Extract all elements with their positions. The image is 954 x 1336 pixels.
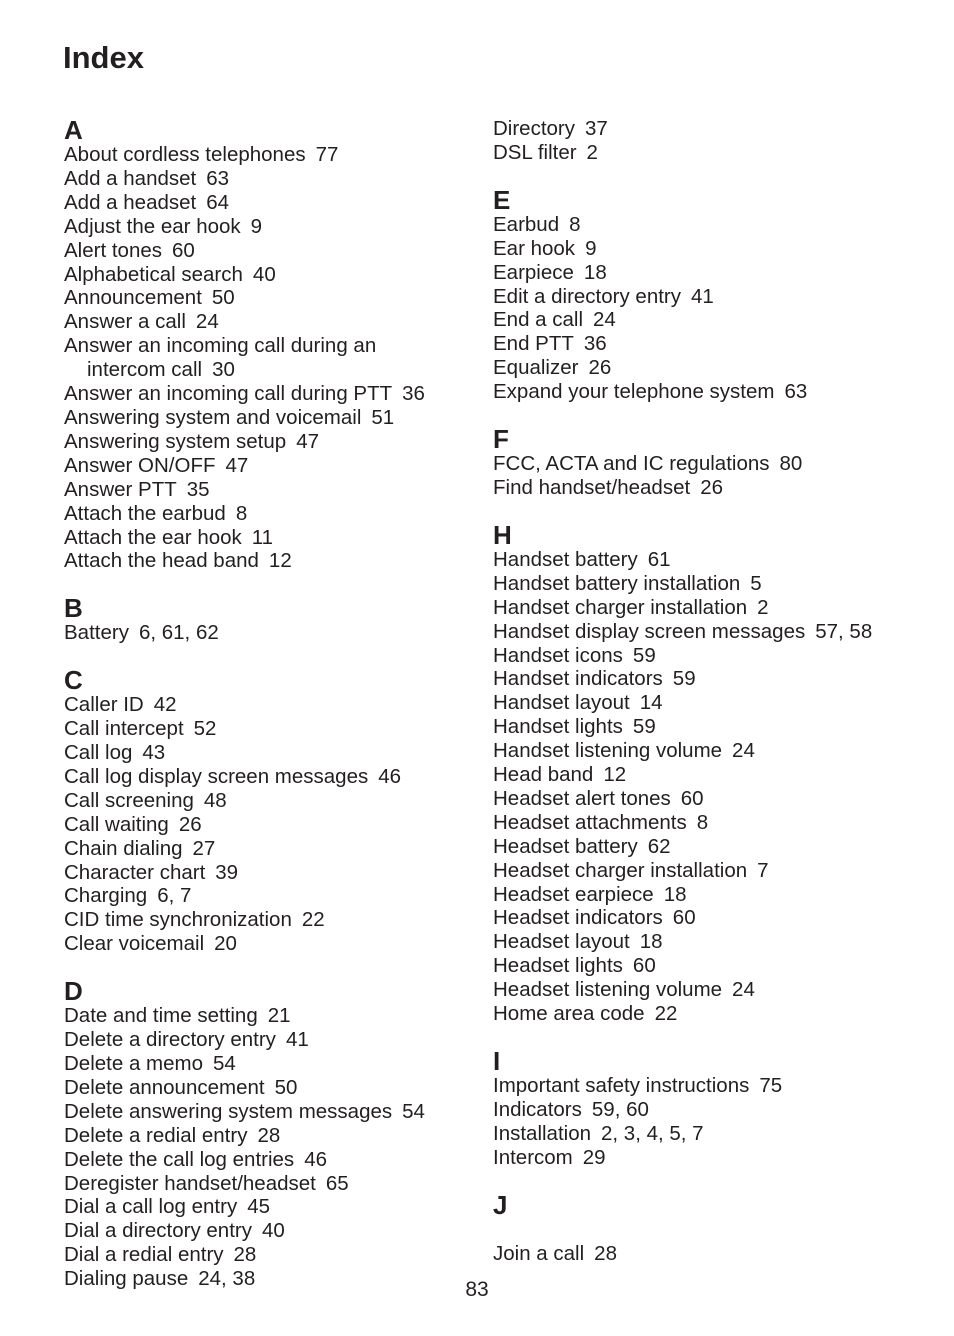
section-letter: F xyxy=(493,424,509,455)
index-term: Headset indicators xyxy=(493,906,663,930)
index-term: Home area code xyxy=(493,1002,645,1026)
index-term: Handset display screen messages xyxy=(493,619,806,643)
index-page-ref: 6, 61, 62 xyxy=(138,621,219,645)
index-section-b xyxy=(64,595,484,645)
section-letter: C xyxy=(64,665,83,696)
index-page-ref: 18 xyxy=(639,930,663,954)
index-entry xyxy=(493,835,933,859)
index-term: Handset battery xyxy=(493,547,638,571)
index-entry xyxy=(64,717,484,741)
index-page-ref: 24 xyxy=(732,978,755,1002)
index-term: Dial a call log entry xyxy=(64,1195,238,1219)
index-entry xyxy=(64,1052,484,1076)
index-page-ref: 28 xyxy=(233,1243,257,1267)
index-term: Ear hook xyxy=(493,236,576,260)
index-term: End a call xyxy=(493,308,584,332)
index-term: Call waiting xyxy=(64,812,169,836)
index-entry xyxy=(493,978,933,1002)
index-entry xyxy=(64,526,484,550)
index-page-ref: 60 xyxy=(672,906,696,930)
index-section-a xyxy=(64,117,484,573)
index-page-ref: 48 xyxy=(203,788,227,812)
index-page-ref: 21 xyxy=(267,1004,291,1028)
index-entry xyxy=(64,693,484,717)
index-term: Intercom xyxy=(493,1145,573,1169)
index-entry xyxy=(493,141,933,165)
index-term: Answer an incoming call during an xyxy=(64,334,377,358)
index-entry xyxy=(64,167,484,191)
index-page-ref: 26 xyxy=(588,356,612,380)
index-page-ref: 2, 3, 4, 5, 7 xyxy=(601,1121,704,1145)
index-section-i xyxy=(493,1048,933,1170)
index-term: Attach the ear hook xyxy=(64,525,242,549)
index-term: Answering system setup xyxy=(64,429,287,453)
index-page-ref: 77 xyxy=(315,143,339,166)
index-term-continuation xyxy=(64,358,484,382)
index-term: FCC, ACTA and IC regulations xyxy=(493,452,770,476)
index-term: Find handset/headset xyxy=(493,475,691,499)
index-page-ref: 40 xyxy=(261,1219,285,1243)
index-page-ref: 60 xyxy=(632,954,656,978)
index-entry xyxy=(493,452,933,476)
index-term: Charging xyxy=(64,884,148,908)
index-page-ref: 26 xyxy=(178,812,202,836)
index-entry xyxy=(64,1148,484,1172)
index-page-ref: 60 xyxy=(172,238,195,262)
index-page-ref: 60 xyxy=(680,786,704,810)
index-page-ref: 24 xyxy=(593,308,616,332)
index-page-ref: 8 xyxy=(569,212,581,236)
section-letter: E xyxy=(493,184,511,215)
index-term: Handset listening volume xyxy=(493,739,723,763)
index-entry xyxy=(64,1076,484,1100)
index-entry xyxy=(493,285,933,309)
index-term: DSL filter xyxy=(493,140,577,164)
section-letter: D xyxy=(64,976,83,1007)
index-term: Handset layout xyxy=(493,691,630,715)
index-term: Chain dialing xyxy=(64,836,183,860)
index-entry xyxy=(493,572,933,596)
index-entry xyxy=(64,310,484,334)
index-term: Headset earpiece xyxy=(493,882,654,906)
index-page-ref: 28 xyxy=(594,1241,617,1265)
index-page-ref: 64 xyxy=(206,190,230,214)
index-term: Handset charger installation xyxy=(493,595,748,619)
index-term: Handset indicators xyxy=(493,667,663,691)
index-entry xyxy=(64,1243,484,1267)
index-term: Equalizer xyxy=(493,356,579,380)
index-entry xyxy=(64,741,484,765)
index-page-ref: 24 xyxy=(195,310,219,334)
index-term: Call screening xyxy=(64,788,194,812)
index-section-d-continued xyxy=(493,117,933,165)
index-page-ref: 22 xyxy=(654,1002,678,1026)
index-entry xyxy=(493,356,933,380)
index-term: Earpiece xyxy=(493,260,574,284)
index-section-h xyxy=(493,519,933,1026)
index-page-ref: 47 xyxy=(225,453,249,477)
index-entry xyxy=(493,1242,933,1266)
index-page-ref: 29 xyxy=(582,1145,606,1169)
index-page-ref: 39 xyxy=(215,860,239,884)
index-term: Attach the head band xyxy=(64,549,259,573)
index-page-ref: 42 xyxy=(153,693,177,717)
index-term: Call log xyxy=(64,741,133,765)
index-term: CID time synchronization xyxy=(64,908,292,932)
index-page-ref: 11 xyxy=(251,525,274,549)
index-term: Delete answering system messages xyxy=(64,1099,393,1123)
index-page-ref: 8 xyxy=(235,501,248,525)
index-page-ref: 22 xyxy=(301,908,325,932)
index-entry xyxy=(493,476,933,500)
index-term: Headset lights xyxy=(493,954,623,978)
index-page-ref: 54 xyxy=(213,1052,236,1075)
index-entry xyxy=(64,1124,484,1148)
index-term: About cordless telephones xyxy=(64,143,306,166)
index-term: Add a headset xyxy=(64,190,197,214)
index-entry xyxy=(64,1004,484,1028)
index-entry xyxy=(64,215,484,239)
index-term: Call log display screen messages xyxy=(64,764,369,788)
index-term: Indicators xyxy=(493,1097,582,1121)
index-entry xyxy=(64,143,484,167)
index-column-right xyxy=(493,117,933,1288)
section-spacer xyxy=(493,1218,933,1242)
index-page-ref: 46 xyxy=(304,1147,327,1171)
index-entry xyxy=(64,1195,484,1219)
index-page-ref: 14 xyxy=(639,691,663,715)
index-page-ref: 45 xyxy=(247,1195,271,1219)
index-page-ref: 50 xyxy=(211,286,235,310)
index-page-ref: 27 xyxy=(192,836,216,860)
index-entry xyxy=(64,406,484,430)
index-page-ref: 2 xyxy=(586,140,598,164)
index-entry xyxy=(64,502,484,526)
index-entry xyxy=(64,454,484,478)
index-entry xyxy=(64,478,484,502)
section-letter: I xyxy=(493,1046,501,1076)
index-term: Headset layout xyxy=(493,930,630,954)
index-entry xyxy=(493,1098,933,1122)
index-entry xyxy=(64,1219,484,1243)
index-entry xyxy=(64,286,484,310)
index-entry xyxy=(493,620,933,644)
index-entry xyxy=(493,1002,933,1026)
index-term: Handset lights xyxy=(493,715,623,739)
index-term: Delete a redial entry xyxy=(64,1123,248,1147)
index-term: Handset icons xyxy=(493,643,623,667)
index-entry xyxy=(64,263,484,287)
index-page-ref: 37 xyxy=(585,117,608,140)
index-page-ref: 59 xyxy=(632,643,656,667)
index-term: Battery xyxy=(64,621,129,645)
index-section-d xyxy=(64,978,484,1291)
section-letter: B xyxy=(64,593,83,624)
index-term: Head band xyxy=(493,763,594,787)
index-entry xyxy=(493,859,933,883)
index-page-ref: 51 xyxy=(371,405,395,429)
index-page-ref: 59 xyxy=(632,715,656,739)
index-page-ref: 9 xyxy=(250,214,263,238)
index-page-ref: 41 xyxy=(691,284,714,308)
page-title: Index xyxy=(63,40,144,75)
index-entry xyxy=(493,811,933,835)
index-page-ref: 59 xyxy=(672,667,696,691)
index-page-ref: 47 xyxy=(296,429,319,453)
index-page-ref: 20 xyxy=(214,932,237,956)
index-term: Directory xyxy=(493,117,576,140)
index-page-ref: 40 xyxy=(252,262,276,286)
index-page-ref: 28 xyxy=(257,1123,281,1147)
index-term: Character chart xyxy=(64,860,206,884)
index-term: Delete the call log entries xyxy=(64,1147,295,1171)
index-term: Answering system and voicemail xyxy=(64,405,362,429)
index-entry xyxy=(64,191,484,215)
index-entry xyxy=(64,239,484,263)
index-page-ref: 43 xyxy=(142,741,166,765)
index-page-ref: 36 xyxy=(583,332,607,356)
index-entry xyxy=(493,644,933,668)
index-section-e xyxy=(493,184,933,404)
section-letter: A xyxy=(64,115,83,145)
index-entry xyxy=(64,1028,484,1052)
index-page-ref: 18 xyxy=(663,882,687,906)
index-entry xyxy=(493,380,933,404)
index-term: Headset listening volume xyxy=(493,978,723,1002)
index-entry xyxy=(493,261,933,285)
index-term: Adjust the ear hook xyxy=(64,214,241,238)
index-page-ref: 9 xyxy=(585,236,597,260)
index-page-ref: 52 xyxy=(193,717,217,741)
index-column-left xyxy=(64,117,484,1313)
index-term: Answer a call xyxy=(64,310,186,334)
index-page-ref: 6, 7 xyxy=(157,884,192,908)
index-page-ref: 59, 60 xyxy=(591,1097,649,1121)
section-letter: J xyxy=(493,1189,508,1220)
page-number: 83 xyxy=(465,1278,489,1301)
index-page-ref: 18 xyxy=(583,260,607,284)
index-entry xyxy=(64,430,484,454)
index-entry xyxy=(64,908,484,932)
index-term: Edit a directory entry xyxy=(493,284,681,308)
index-page-ref: 26 xyxy=(700,475,723,499)
index-term: Clear voicemail xyxy=(64,932,205,956)
index-term: Attach the earbud xyxy=(64,501,226,525)
index-entry xyxy=(493,883,933,907)
index-entry xyxy=(64,334,484,382)
index-page-ref: 63 xyxy=(206,166,230,190)
index-term: Expand your telephone system xyxy=(493,380,775,404)
index-entry xyxy=(64,837,484,861)
index-entry xyxy=(493,213,933,237)
index-term: Announcement xyxy=(64,286,202,310)
index-term: Dial a directory entry xyxy=(64,1219,252,1243)
index-page-ref: 12 xyxy=(268,549,292,573)
section-letter: H xyxy=(493,519,512,550)
index-term: Headset battery xyxy=(493,834,638,858)
index-page-ref: 24 xyxy=(732,739,755,763)
index-entry xyxy=(64,1100,484,1124)
index-page-ref: 65 xyxy=(325,1171,349,1195)
index-term: Dialing pause xyxy=(64,1267,189,1291)
index-section-c xyxy=(64,667,484,956)
index-page-ref: 62 xyxy=(647,834,671,858)
index-term: Delete a memo xyxy=(64,1052,204,1075)
index-term: Date and time setting xyxy=(64,1004,258,1028)
index-entry xyxy=(64,382,484,406)
index-entry xyxy=(64,1172,484,1196)
index-term: End PTT xyxy=(493,332,574,356)
index-entry xyxy=(493,667,933,691)
index-term: Installation xyxy=(493,1121,592,1145)
index-term: Alert tones xyxy=(64,238,162,262)
index-entry xyxy=(493,596,933,620)
index-term: Earbud xyxy=(493,212,560,236)
index-page-ref: 35 xyxy=(186,477,210,501)
index-page-ref: 41 xyxy=(285,1028,309,1052)
index-page-ref: 50 xyxy=(274,1075,298,1099)
index-term-continued-text: intercom call xyxy=(87,358,203,382)
index-term: Call intercept xyxy=(64,717,184,741)
index-page-ref: 7 xyxy=(757,858,769,882)
index-entry xyxy=(493,930,933,954)
index-entry xyxy=(493,739,933,763)
index-entry xyxy=(64,789,484,813)
index-term: Delete a directory entry xyxy=(64,1028,276,1052)
index-term: Dial a redial entry xyxy=(64,1243,224,1267)
index-entry xyxy=(493,308,933,332)
index-entry xyxy=(493,954,933,978)
index-page-ref: 5 xyxy=(750,571,762,595)
index-entry xyxy=(64,861,484,885)
index-entry xyxy=(64,884,484,908)
index-entry xyxy=(493,1146,933,1170)
index-entry xyxy=(64,813,484,837)
index-term: Delete announcement xyxy=(64,1075,265,1099)
index-page-ref: 36 xyxy=(402,382,425,406)
index-page-ref: 30 xyxy=(212,358,235,382)
index-section-j xyxy=(493,1189,933,1266)
index-term: Alphabetical search xyxy=(64,262,243,286)
index-page-ref: 61 xyxy=(647,547,671,571)
index-page-ref: 46 xyxy=(378,764,402,788)
index-term: Headset alert tones xyxy=(493,786,671,810)
index-page-ref: 57, 58 xyxy=(815,619,873,643)
index-term: Join a call xyxy=(493,1241,585,1265)
index-term: Add a handset xyxy=(64,166,197,190)
index-entry xyxy=(493,237,933,261)
index-page-ref: 24, 38 xyxy=(198,1267,256,1291)
index-entry xyxy=(64,621,484,645)
index-page-ref: 75 xyxy=(759,1074,783,1097)
index-entry xyxy=(493,787,933,811)
index-term: Caller ID xyxy=(64,693,144,717)
index-entry xyxy=(493,691,933,715)
index-entry xyxy=(493,715,933,739)
index-page-ref: 54 xyxy=(402,1099,425,1123)
index-entry xyxy=(493,117,933,141)
index-section-f xyxy=(493,426,933,500)
index-term: Headset attachments xyxy=(493,810,687,834)
index-entry xyxy=(493,1122,933,1146)
index-entry xyxy=(64,765,484,789)
index-term: Answer ON/OFF xyxy=(64,453,216,477)
index-page-ref: 80 xyxy=(779,452,803,476)
index-page-ref: 2 xyxy=(757,595,769,619)
index-entry xyxy=(493,332,933,356)
index-term: Answer PTT xyxy=(64,477,177,501)
index-page-ref: 63 xyxy=(784,380,808,404)
index-entry xyxy=(493,906,933,930)
index-entry xyxy=(64,932,484,956)
index-entry xyxy=(493,763,933,787)
index-page-ref: 8 xyxy=(696,810,709,834)
index-term: Answer an incoming call during PTT xyxy=(64,382,393,406)
index-entry xyxy=(64,549,484,573)
index-entry xyxy=(493,548,933,572)
index-term: Handset battery installation xyxy=(493,571,741,595)
index-term: Headset charger installation xyxy=(493,858,748,882)
index-page-ref: 12 xyxy=(603,763,627,787)
index-term: Deregister handset/headset xyxy=(64,1171,316,1195)
index-entry xyxy=(493,1074,933,1098)
index-term: Important safety instructions xyxy=(493,1074,750,1097)
